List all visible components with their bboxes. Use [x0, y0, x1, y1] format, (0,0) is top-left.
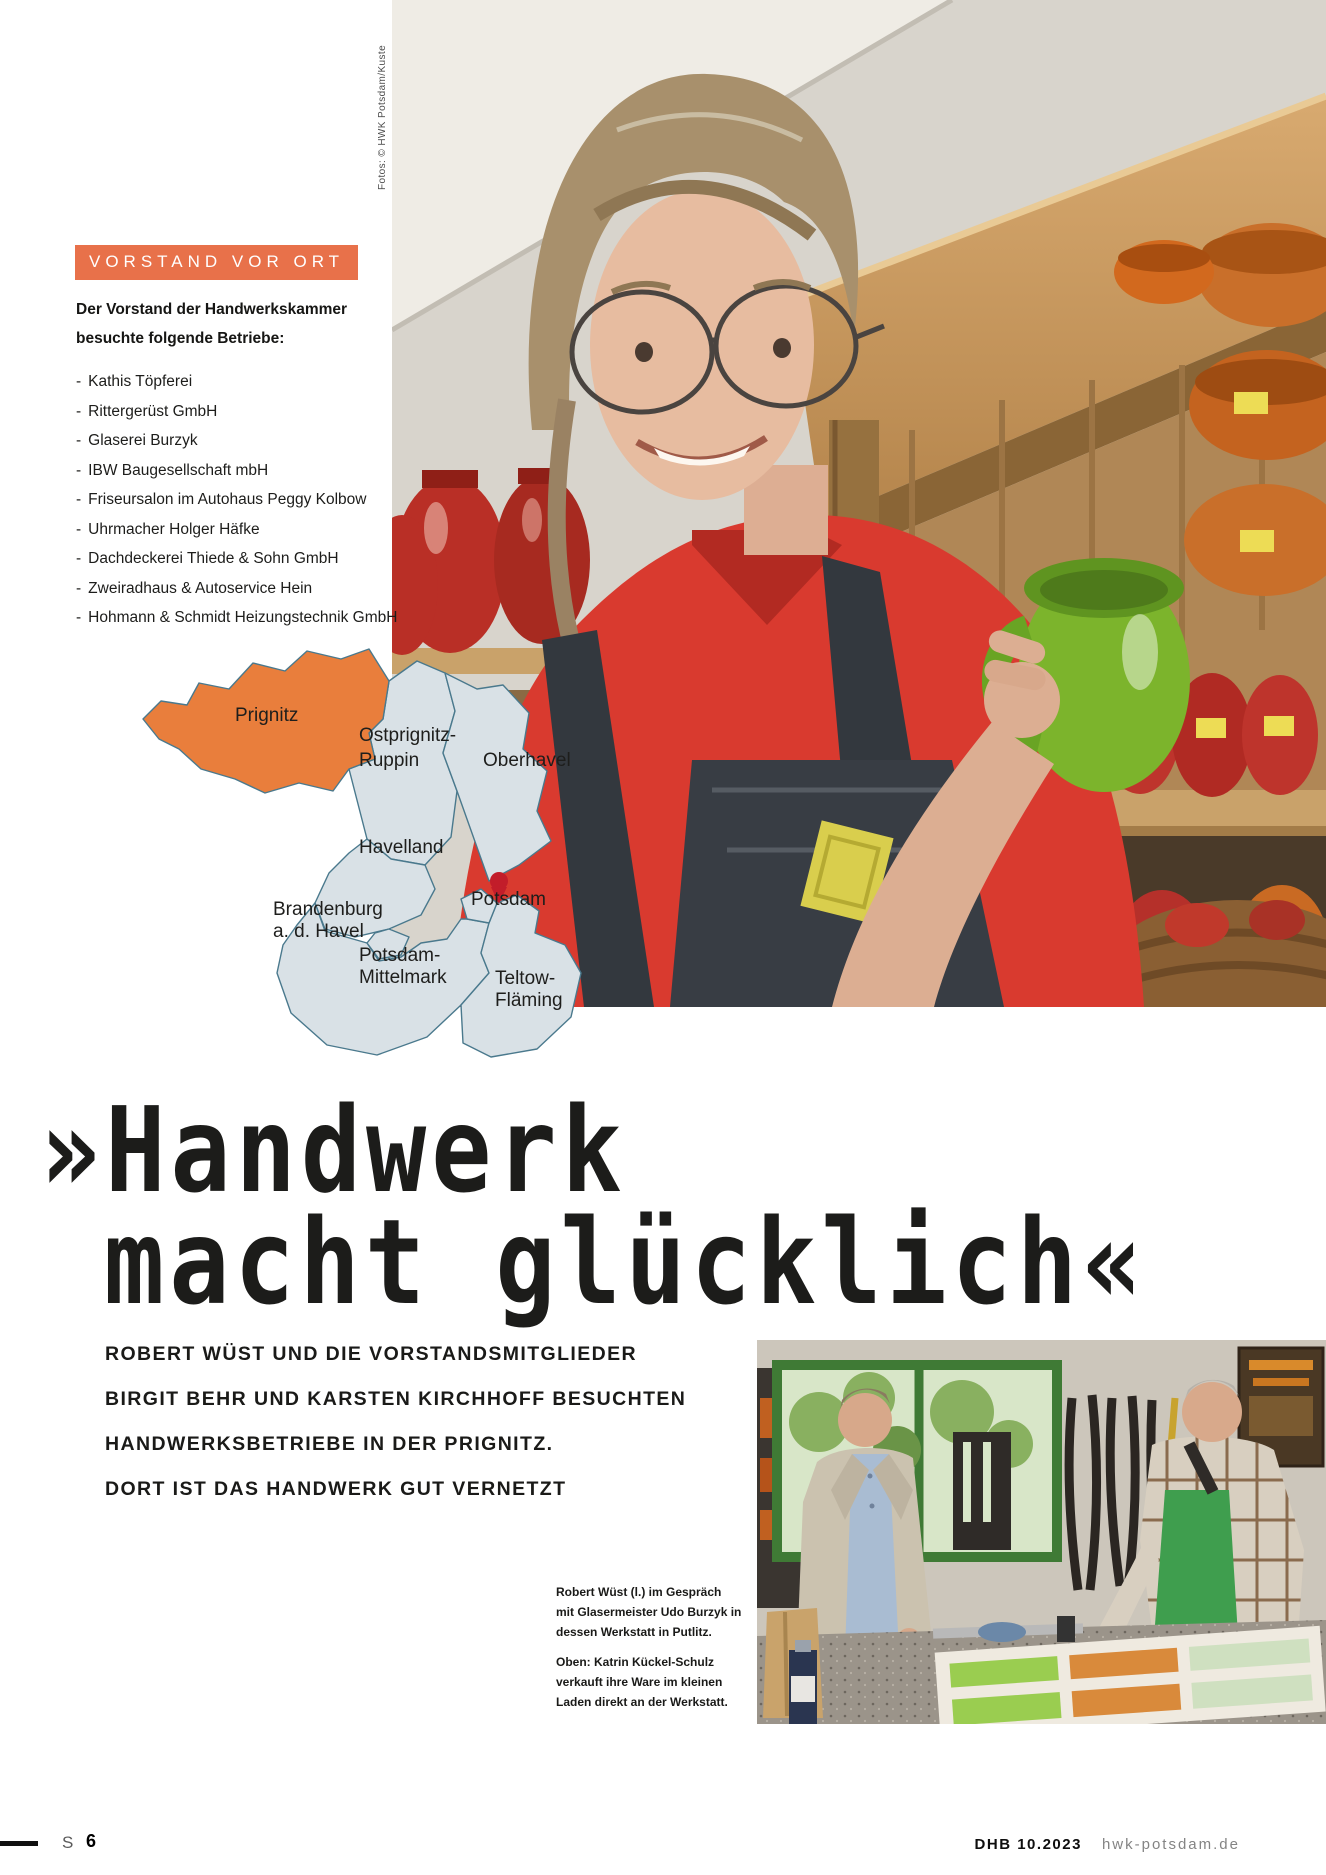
footer-rule — [0, 1841, 38, 1846]
business-item — [76, 603, 397, 633]
business-item — [76, 544, 397, 574]
map-label-havelland: Havelland — [359, 837, 444, 858]
business-item — [76, 574, 397, 604]
map-label-teltow-2: Fläming — [495, 990, 563, 1011]
issue-label: DHB 10.2023 — [974, 1836, 1082, 1853]
map-label-mittelmark-2: Mittelmark — [359, 967, 447, 988]
business-name: Hohmann & Schmidt Heizungstechnik GmbH — [88, 609, 398, 626]
list-dash: - — [76, 579, 82, 597]
standfirst-line-4: DORT IST DAS HANDWERK GUT VERNETZT — [105, 1478, 567, 1500]
business-item — [76, 367, 397, 397]
map-label-teltow-1: Teltow- — [495, 968, 556, 989]
map-label-ostprignitz-1: Ostprignitz- — [359, 725, 457, 746]
list-dash: - — [76, 461, 82, 479]
district-map-illustration — [137, 643, 597, 1068]
list-dash: - — [76, 520, 82, 538]
map-label-prignitz: Prignitz — [235, 705, 299, 726]
photo-credit: Fotos: © HWK Potsdam/Kuste — [377, 44, 388, 190]
list-dash: - — [76, 609, 82, 626]
business-name: Glaserei Burzyk — [88, 432, 198, 449]
intro-text — [76, 295, 347, 353]
list-dash: - — [76, 432, 82, 449]
headline-line-2: macht glücklich« — [104, 1193, 1148, 1332]
list-dash: - — [76, 550, 82, 567]
standfirst-line-3: HANDWERKSBETRIEBE IN DER PRIGNITZ. — [105, 1433, 554, 1455]
workshop-photo — [757, 1340, 1326, 1724]
headline-line-1: »Handwerk — [40, 1081, 627, 1220]
caption-paragraph-1: Robert Wüst (l.) im Gespräch mit Glasermeister Udo Burzyk in dessen Werkstatt in Putlitz. — [556, 1585, 742, 1639]
region-oberhavel — [443, 673, 551, 881]
business-item — [76, 485, 397, 515]
standfirst-line-2: BIRGIT BEHR UND KARSTEN KIRCHHOFF BESUCHTEN — [105, 1388, 687, 1410]
business-list — [76, 367, 397, 633]
business-item — [76, 397, 397, 427]
list-dash: - — [76, 491, 82, 508]
list-dash: - — [76, 402, 82, 420]
map-label-brandenburg-2: a. d. Havel — [273, 921, 364, 942]
business-item — [76, 515, 397, 545]
map-label-ostprignitz-2: Ruppin — [359, 750, 420, 771]
map-label-mittelmark-1: Potsdam- — [359, 945, 441, 966]
standfirst — [105, 1332, 686, 1512]
page-title — [40, 1081, 1148, 1332]
photo-caption — [556, 1582, 742, 1712]
list-dash: - — [76, 373, 82, 390]
business-name: Friseursalon im Autohaus Peggy Kolbow — [88, 491, 367, 508]
spray-canister — [789, 1640, 817, 1724]
brandenburg-district-map — [137, 643, 597, 1068]
business-name: IBW Baugesellschaft mbH — [88, 461, 269, 479]
business-item — [76, 456, 397, 486]
business-name: Dachdeckerei Thiede & Sohn GmbH — [88, 550, 339, 567]
workshop-illustration — [757, 1340, 1326, 1724]
website-label: hwk-potsdam.de — [1101, 1836, 1240, 1853]
standfirst-line-1: ROBERT WÜST UND DIE VORSTANDSMITGLIEDER — [105, 1343, 637, 1365]
map-label-potsdam: Potsdam — [471, 889, 546, 910]
vorstand-badge: VORSTAND VOR ORT — [75, 245, 358, 280]
map-label-oberhavel: Oberhavel — [483, 750, 571, 771]
intro-line-1: Der Vorstand der Handwerkskammer — [76, 301, 348, 318]
footer-right — [975, 1836, 1240, 1853]
caption-paragraph-2: Oben: Katrin Kückel-Schulz verkauft ihre Ware im kleinen Laden direkt an der Werkstatt. — [556, 1655, 728, 1709]
business-name: Rittergerüst GmbH — [88, 402, 218, 420]
business-name: Zweiradhaus & Autoservice Hein — [88, 579, 313, 597]
business-name: Kathis Töpferei — [88, 373, 193, 390]
page-label: S — [62, 1833, 75, 1852]
map-label-brandenburg-1: Brandenburg — [273, 899, 383, 920]
business-name: Uhrmacher Holger Häfke — [88, 520, 260, 538]
business-item — [76, 426, 397, 456]
page-number: 6 — [86, 1831, 97, 1851]
intro-line-2: besuchte folgende Betriebe: — [76, 330, 285, 347]
